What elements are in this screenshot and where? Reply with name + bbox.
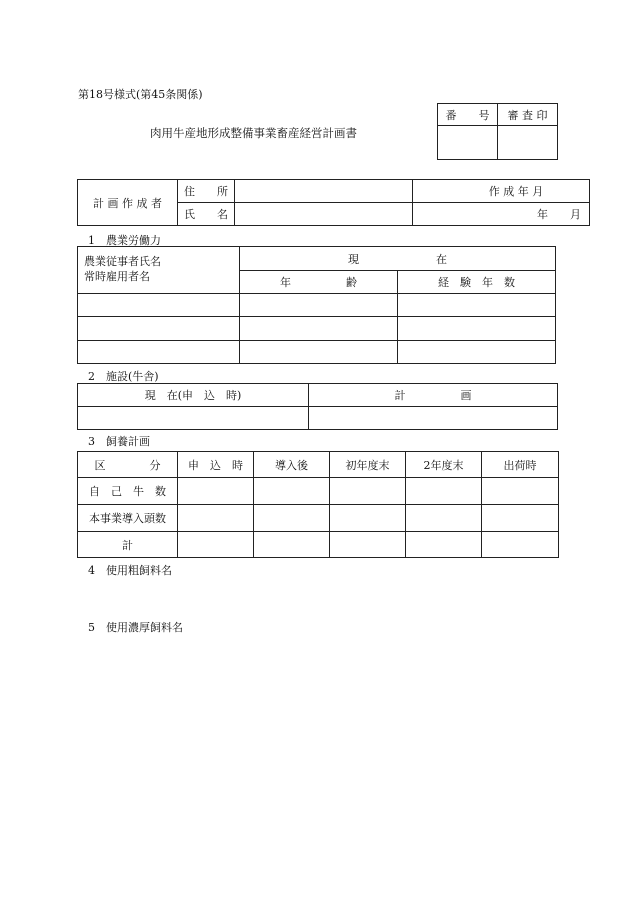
facility-current-header: 現 在(申 込 時) [78,384,309,407]
facility-table [77,383,558,430]
author-label: 計 画 作 成 者 [78,180,178,226]
age-cell[interactable] [240,317,398,341]
form-number: 第18号様式(第45条関係) [78,88,203,101]
experience-cell[interactable] [398,294,556,317]
data-cell[interactable] [406,532,482,558]
person-header-line2: 常時雇用者名 [84,270,150,283]
current-header: 現 在 [240,247,556,271]
data-cell[interactable] [482,505,559,532]
experience-cell[interactable] [398,341,556,364]
data-cell[interactable] [482,532,559,558]
approval-box [437,103,558,160]
labor-table [77,246,556,364]
row-label-introduced-head: 本事業導入頭数 [78,505,178,532]
facility-plan-header: 計 画 [309,384,558,407]
data-cell[interactable] [406,478,482,505]
data-cell[interactable] [178,532,254,558]
table-row [78,294,556,317]
seal-cell[interactable] [498,126,558,160]
section4-heading: 4 使用粗飼料名 [88,564,172,577]
number-cell[interactable] [438,126,498,160]
address-field[interactable] [235,180,413,203]
age-cell[interactable] [240,294,398,317]
table-row [78,317,556,341]
number-label: 番 号 [438,104,498,126]
breeding-plan-table [77,451,559,558]
table-row [78,532,559,558]
data-cell[interactable] [254,532,330,558]
section5-heading: 5 使用濃厚飼料名 [88,621,183,634]
seal-label: 審 査 印 [498,104,558,126]
row-label-own-cattle: 自 己 牛 数 [78,478,178,505]
age-header: 年 齢 [240,271,398,294]
col-second-year-end: 2年度末 [406,452,482,478]
name-label: 氏 名 [178,203,235,226]
data-cell[interactable] [178,505,254,532]
age-cell[interactable] [240,341,398,364]
data-cell[interactable] [254,478,330,505]
facility-current-cell[interactable] [78,407,309,430]
data-cell[interactable] [482,478,559,505]
table-row [78,341,556,364]
col-application: 申 込 時 [178,452,254,478]
data-cell[interactable] [330,505,406,532]
col-shipment: 出荷時 [482,452,559,478]
section1-heading: 1 農業労働力 [88,234,161,247]
year-month-label[interactable]: 年 月 [413,203,590,226]
data-cell[interactable] [178,478,254,505]
row-label-total: 計 [78,532,178,558]
date-label: 作 成 年 月 [413,180,590,203]
person-header [78,247,240,294]
person-header-line1: 農業従事者氏名 [84,255,161,268]
person-cell[interactable] [78,294,240,317]
section2-heading: 2 施設(牛舎) [88,370,159,383]
table-row [78,478,559,505]
col-after-introduction: 導入後 [254,452,330,478]
applicant-table [77,179,590,226]
person-cell[interactable] [78,317,240,341]
data-cell[interactable] [330,478,406,505]
document-title: 肉用牛産地形成整備事業畜産経営計画書 [150,126,357,140]
table-row [78,505,559,532]
person-cell[interactable] [78,341,240,364]
experience-header: 経 験 年 数 [398,271,556,294]
facility-plan-cell[interactable] [309,407,558,430]
data-cell[interactable] [406,505,482,532]
data-cell[interactable] [330,532,406,558]
col-category: 区 分 [78,452,178,478]
data-cell[interactable] [254,505,330,532]
section3-heading: 3 飼養計画 [88,435,150,448]
address-label: 住 所 [178,180,235,203]
experience-cell[interactable] [398,317,556,341]
name-field[interactable] [235,203,413,226]
col-first-year-end: 初年度末 [330,452,406,478]
